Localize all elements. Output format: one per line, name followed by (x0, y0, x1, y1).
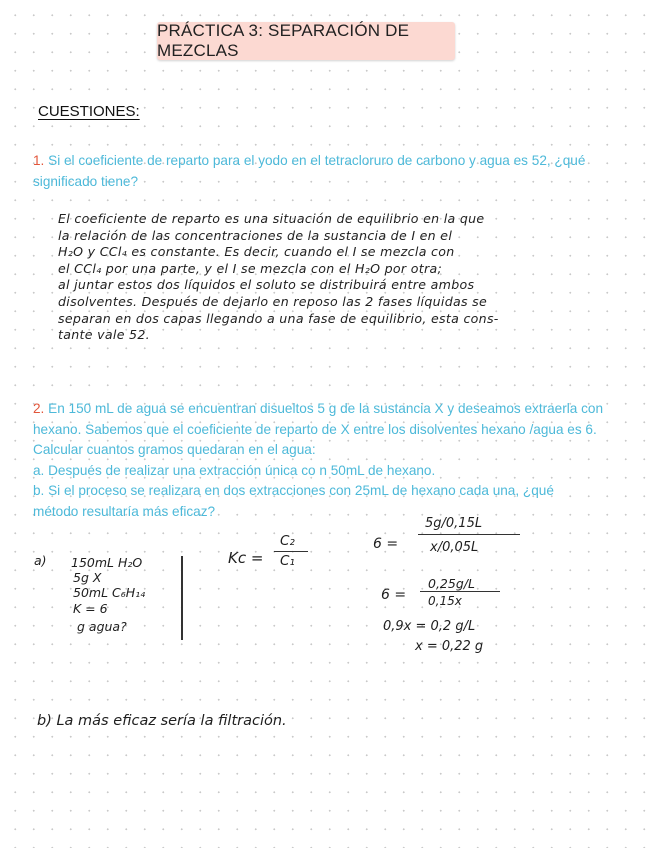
equation-1-fraction-bar (418, 534, 520, 535)
section-heading: CUESTIONES: (38, 103, 140, 120)
equation-1-denominator: x/0,05L (430, 540, 479, 555)
answer-1-line: separan en dos capas llegando a una fase de equilibrio, esta cons- (58, 310, 499, 326)
kc-numerator: C₂ (280, 533, 295, 549)
question-2 (33, 399, 633, 522)
answer-1-line: El coeficiente de reparto es una situación de equilibrio en la que (58, 211, 485, 226)
equation-2-fraction-bar (420, 591, 500, 592)
question-1-line: significado tiene? (33, 173, 139, 189)
answer-2a-label: a) (34, 553, 47, 568)
answer-1-line: al juntar estos dos líquidos el soluto se distribuirá entre ambos (58, 277, 475, 293)
answer-1-line: tante vale 52. (58, 327, 150, 343)
question-2-line: a. Después de realizar una extracción única co n 50mL de hexano. (33, 462, 436, 478)
answer-2b: b) La más eficaz sería la filtración. (37, 713, 287, 729)
given-data-line: 150mL H₂O (71, 555, 143, 570)
equation-1-left: 6 = (373, 536, 399, 552)
answer-1-line: la relación de las concentraciones de la sustancia de I en el (58, 227, 453, 243)
equation-2-left: 6 = (381, 587, 407, 603)
answer-1-line: disolventes. Después de dejarlo en reposo las 2 fases líquidas se (58, 293, 488, 309)
title-banner (157, 22, 455, 60)
answer-1-handwritten (58, 211, 628, 344)
question-2-line: 2. En 150 mL de agua se encuentran disueltos 5 g de la sustancia X y deseamos extraerla con (33, 401, 604, 416)
question-1 (33, 151, 633, 192)
question-2-number: 2. (33, 401, 45, 416)
equation-2-denominator: 0,15x (428, 594, 462, 608)
question-2-line: b. Si el proceso se realizara en dos extracciones con 25mL de hexano cada una, ¿qué (33, 483, 554, 498)
question-2-line: Calcular cuantos gramos quedaran en el agua: (33, 442, 316, 457)
question-1-number: 1. (33, 153, 45, 168)
equation-1-numerator: 5g/0,15L (425, 516, 483, 531)
question-2-line: método resultaría más eficaz? (33, 503, 216, 519)
equation-4-result: x = 0,22 g (415, 639, 484, 654)
question-2-line: hexano. Sabemos que el coeficiente de reparto de X entre los disolventes hexano /agua es 6. (33, 421, 597, 437)
given-data-line: g agua? (77, 619, 127, 634)
answer-1-line: el CCl₄ por una parte, y el I se mezcla con el H₂O por otra; (58, 260, 442, 276)
equation-3: 0,9x = 0,2 g/L (383, 619, 476, 634)
given-data-line: 50mL C₆H₁₄ (73, 585, 146, 600)
given-data-line: K = 6 (73, 601, 108, 616)
kc-formula-left: Kc = (228, 549, 264, 567)
data-separator-line (181, 556, 183, 640)
question-1-line: 1. Si el coeficiente de reparto para el yodo en el tetracloruro de carbono y agua es 52, ¿qué (33, 153, 586, 168)
page-title: PRÁCTICA 3: SEPARACIÓN DE MEZCLAS (157, 21, 410, 60)
answer-1-line: H₂O y CCl₄ es constante. Es decir, cuando el I se mezcla con (58, 244, 455, 260)
given-data-line: 5g X (73, 570, 102, 585)
kc-denominator: C₁ (280, 553, 295, 569)
equation-2-numerator: 0,25g/L (428, 576, 475, 591)
